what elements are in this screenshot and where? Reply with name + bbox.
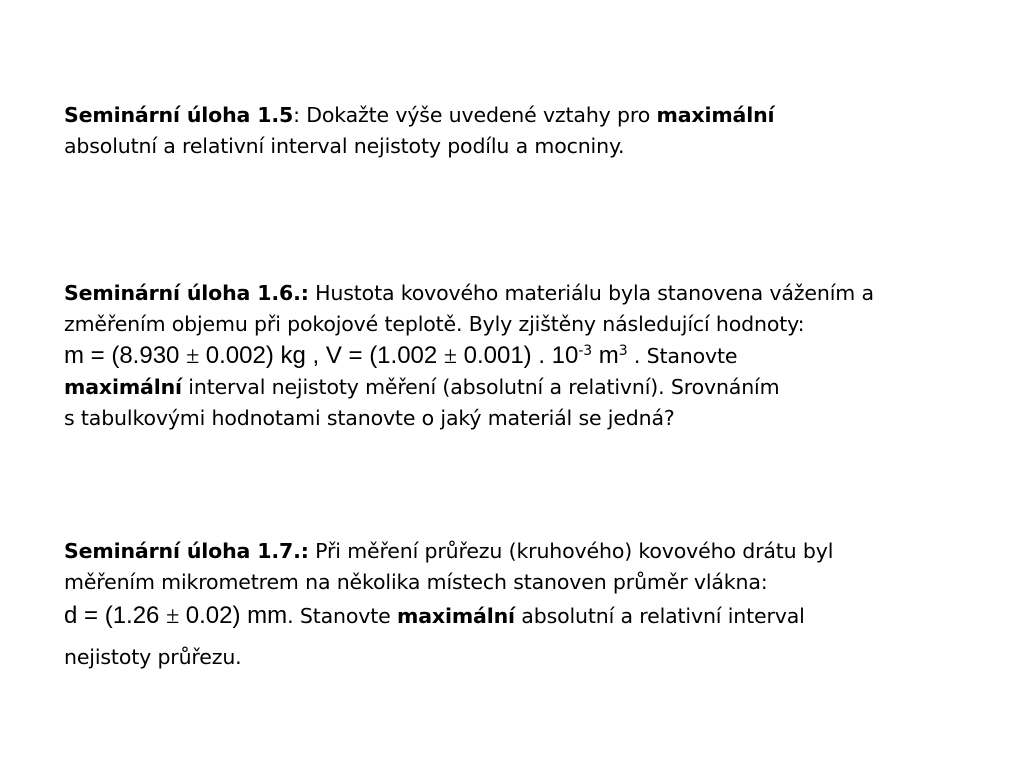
- task-1-7-text-1: Při měření průřezu (kruhového) kovového drátu byl: [308, 539, 834, 563]
- task-1-6-equation-line: [64, 340, 984, 372]
- exponent-neg-3: -3: [578, 343, 593, 360]
- task-1-7-heading: Seminární úloha 1.7.:: [64, 539, 309, 563]
- task-1-5-line-1: [64, 100, 984, 131]
- task-1-6-line-1: [64, 278, 984, 309]
- task-1-5-bold-word: maximální: [656, 103, 775, 127]
- task-1-6-bold-word: maximální: [64, 375, 182, 399]
- diameter-equation-end: 0.02) mm: [179, 602, 288, 629]
- task-1-6-text-4: interval nejistoty měření (absolutní a relativní). Srovnáním: [181, 375, 780, 399]
- task-1-6-line-5: s tabulkovými hodnotami stanovte o jaký materiál se jedná?: [64, 406, 675, 430]
- plus-minus-symbol: ±: [443, 343, 457, 369]
- task-1-6-line-2: změřením objemu při pokojové teplotě. Byly zjištěny následující hodnoty:: [64, 312, 805, 336]
- task-1-7-equation-line: [64, 598, 984, 634]
- mass-equation-end: 0.002) kg , V = (1.002: [199, 342, 444, 369]
- exponent-3: 3: [618, 343, 628, 360]
- plus-minus-symbol: ±: [166, 603, 180, 629]
- plus-minus-symbol: ±: [186, 343, 200, 369]
- task-1-7-text-3-rest: absolutní a relativní interval: [514, 604, 805, 628]
- task-1-7-bold-word: maximální: [396, 604, 515, 628]
- task-1-6-line-3-tail: . Stanovte: [627, 344, 738, 368]
- task-1-7-text-3: . Stanovte: [287, 604, 397, 628]
- task-1-7-line-4: nejistoty průřezu.: [64, 645, 242, 669]
- task-1-7-line-2: měřením mikrometrem na několika místech stanoven průměr vlákna:: [64, 570, 768, 594]
- volume-equation-mid: 0.001) . 10: [456, 342, 579, 369]
- mass-equation-start: m = (8.930: [64, 342, 187, 369]
- task-1-5-line-2: absolutní a relativní interval nejistoty podílu a mocniny.: [64, 134, 625, 158]
- task-1-6-line-4: [64, 372, 984, 403]
- task-1-6-heading: Seminární úloha 1.6.:: [64, 281, 309, 305]
- task-1-5-text-1: : Dokažte výše uvedené vztahy pro: [293, 103, 657, 127]
- task-1-5-heading: Seminární úloha 1.5: [64, 103, 294, 127]
- task-1-6-text-1: Hustota kovového materiálu byla stanovena vážením a: [308, 281, 874, 305]
- task-1-5-paragraph: [64, 100, 984, 162]
- task-1-6-paragraph: [64, 278, 984, 434]
- unit-m: m: [592, 342, 619, 369]
- diameter-equation-start: d = (1.26: [64, 602, 167, 629]
- task-1-7-paragraph: [64, 536, 984, 673]
- task-1-7-line-1: [64, 536, 984, 567]
